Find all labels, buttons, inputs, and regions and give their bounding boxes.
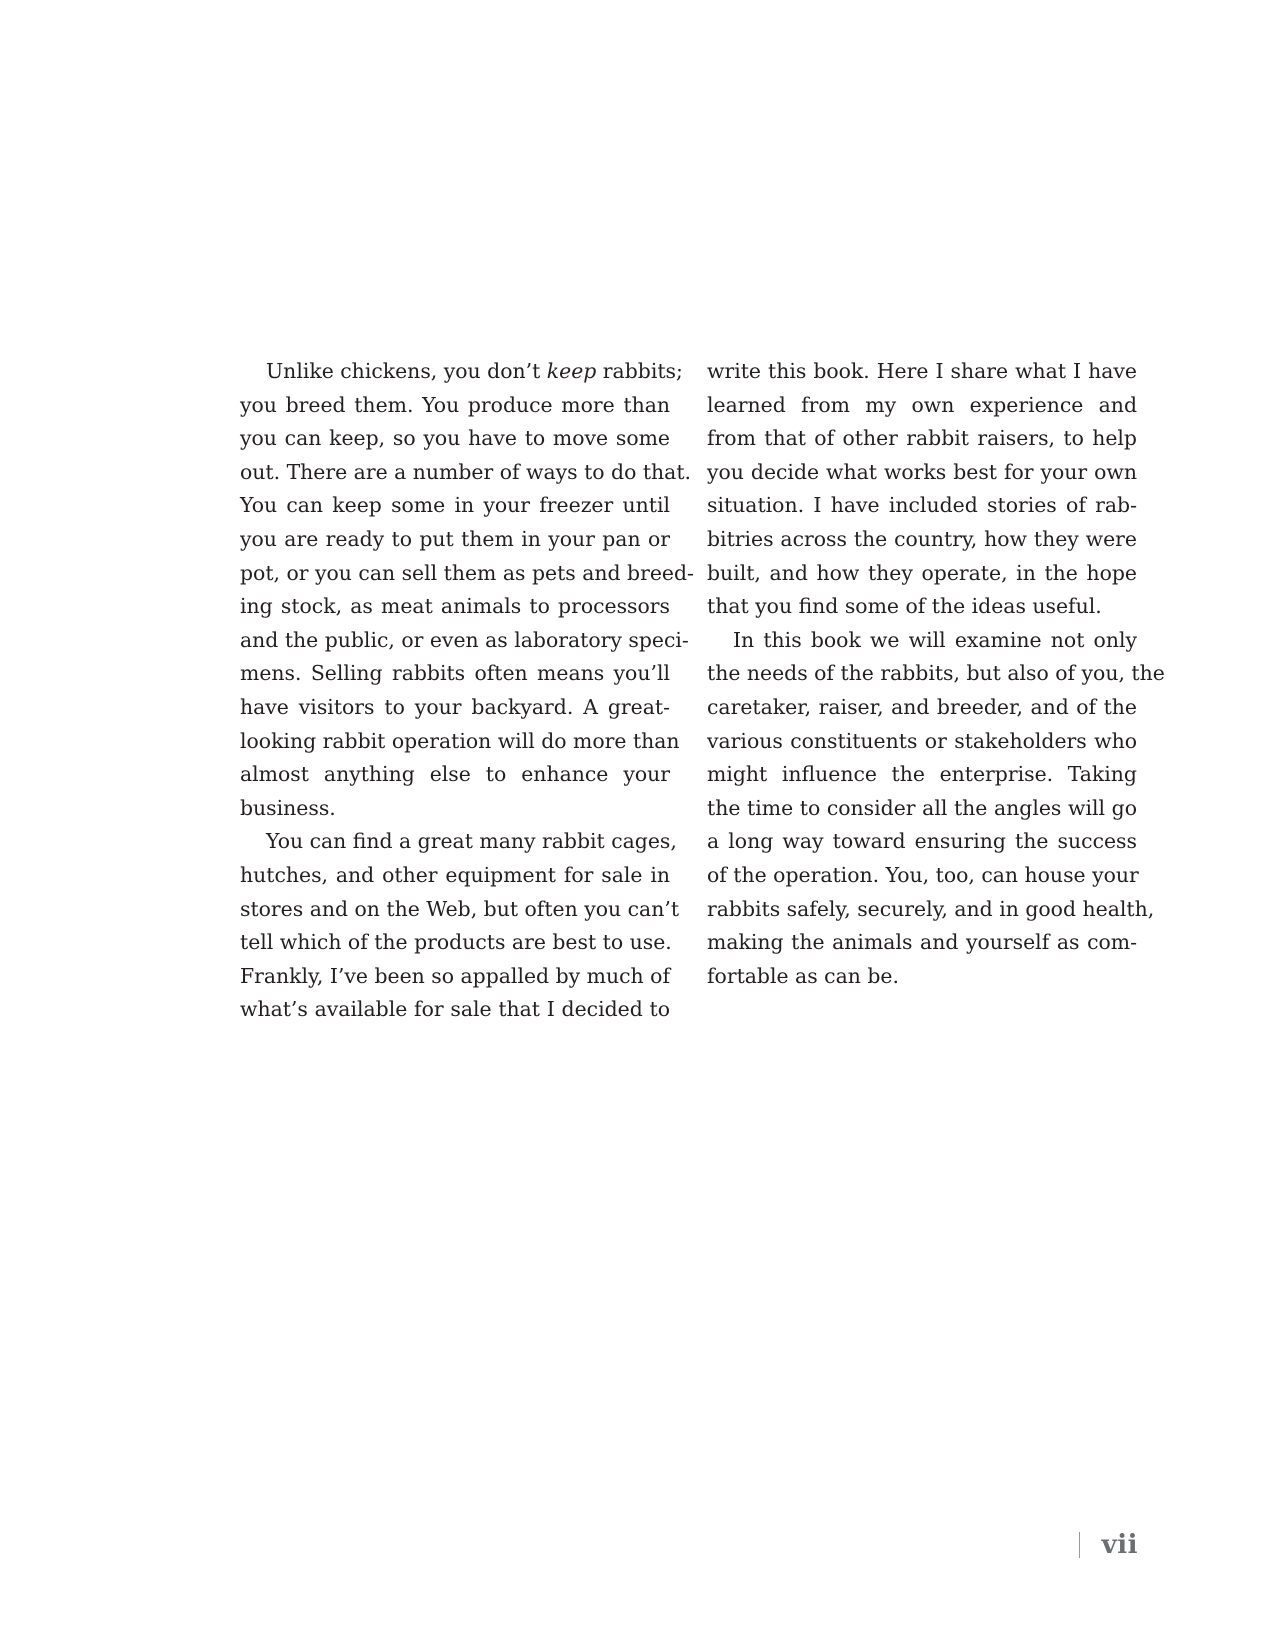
text-line: tell which of the products are best to use. (240, 930, 672, 955)
text-line: you decide what works best for your own (707, 459, 1137, 484)
text-line: Frankly, I’ve been so appalled by much of (240, 963, 670, 988)
paragraph (707, 624, 1165, 994)
emphasized-word: keep (546, 359, 597, 383)
text-line: pot, or you can sell them as pets and breed- (240, 560, 694, 585)
text-line: stores and on the Web, but often you can’t (240, 896, 680, 921)
paragraph (707, 355, 1137, 624)
text-line: the needs of the rabbits, but also of you, the (707, 661, 1165, 686)
text-line: you can keep, so you have to move some (240, 426, 670, 451)
text-line: the time to consider all the angles will go (707, 795, 1137, 820)
text-line: built, and how they operate, in the hope (707, 560, 1137, 585)
text-line: mens. Selling rabbits often means you’ll (240, 661, 670, 686)
text-line: from that of other rabbit raisers, to help (707, 426, 1137, 451)
text-line: and the public, or even as laboratory speci- (240, 627, 689, 652)
text-line: out. There are a number of ways to do that. (240, 459, 692, 484)
text-line: making the animals and yourself as com- (707, 930, 1137, 955)
text-line: In this book we will examine not only (733, 627, 1137, 652)
text-line: that you find some of the ideas useful. (707, 594, 1102, 619)
text-line: a long way toward ensuring the success (707, 829, 1137, 854)
text-line: learned from my own experience and (707, 392, 1137, 417)
right-column (707, 355, 1165, 993)
paragraph (240, 355, 694, 825)
text-line: bitries across the country, how they were (707, 526, 1137, 551)
text-line (240, 355, 683, 389)
page-number: vii (1101, 1530, 1138, 1560)
text-line: various constituents or stakeholders who (707, 728, 1137, 753)
left-column (240, 355, 694, 1027)
text-segment: Unlike chickens, you don’t (266, 359, 547, 383)
text-line: You can find a great many rabbit cages, (266, 829, 677, 854)
text-line: fortable as can be. (707, 963, 899, 988)
text-line: you breed them. You produce more than (240, 392, 670, 417)
text-line: almost anything else to enhance your (240, 762, 670, 787)
text-line: situation. I have included stories of rab- (707, 493, 1137, 518)
text-line: You can keep some in your freezer until (240, 493, 670, 518)
text-line: write this book. Here I share what I have (707, 359, 1137, 383)
text-line: ing stock, as meat animals to processors (240, 594, 670, 619)
text-line: rabbits safely, securely, and in good health, (707, 896, 1155, 921)
text-line: caretaker, raiser, and breeder, and of the (707, 694, 1137, 719)
page-footer (1079, 1528, 1138, 1562)
text-line: might influence the enterprise. Taking (707, 762, 1137, 787)
text-line: hutches, and other equipment for sale in (240, 862, 670, 887)
text-line: what’s available for sale that I decided to (240, 997, 670, 1022)
text-line: business. (240, 795, 336, 820)
text-line: of the operation. You, too, can house your (707, 862, 1139, 887)
text-segment: rabbits; (596, 359, 683, 383)
footer-divider (1079, 1532, 1080, 1558)
paragraph (240, 825, 680, 1027)
text-line: have visitors to your backyard. A great- (240, 694, 670, 719)
text-line: you are ready to put them in your pan or (240, 526, 670, 551)
text-line: looking rabbit operation will do more than (240, 728, 680, 753)
